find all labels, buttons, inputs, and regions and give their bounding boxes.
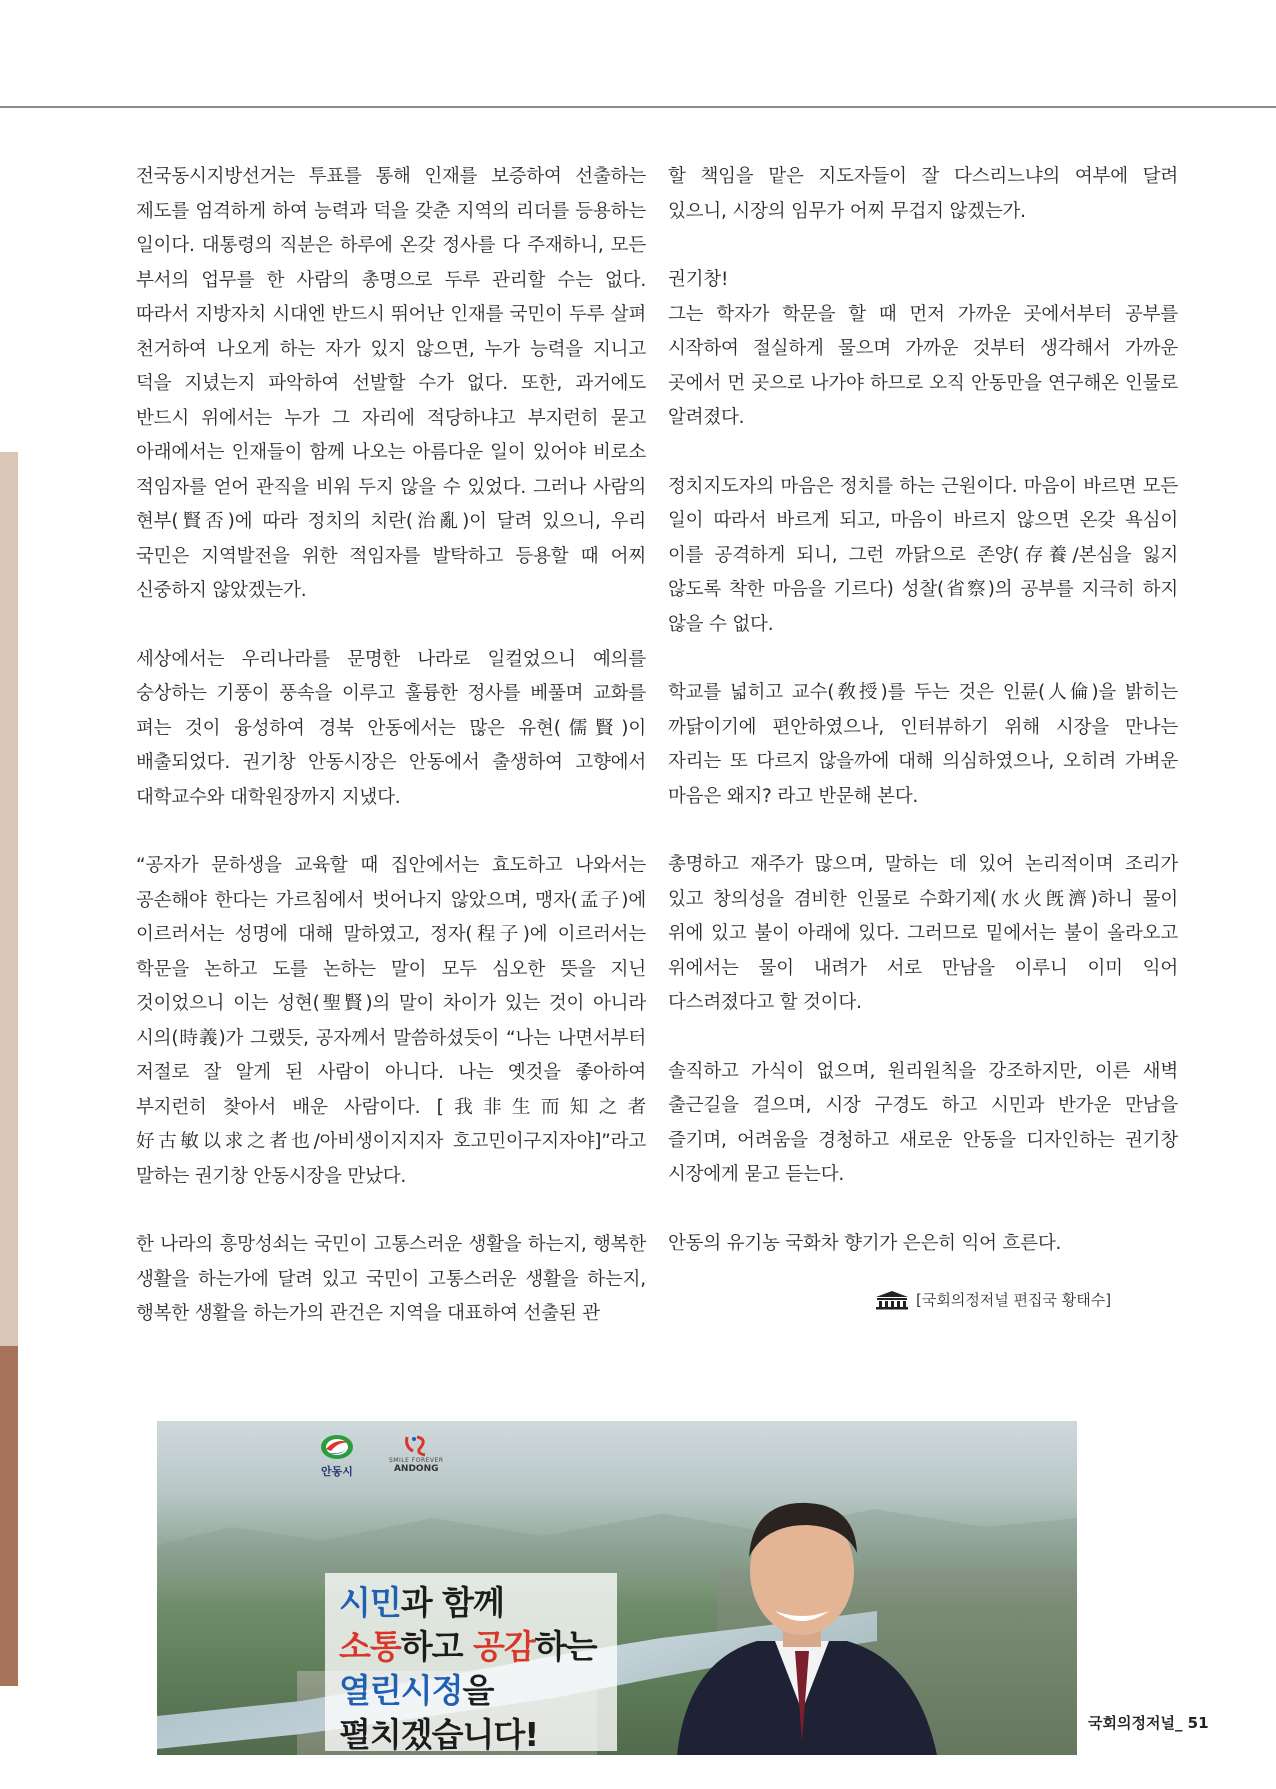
byline-text: [국회의정저널 편집국 황태수] — [916, 1291, 1112, 1309]
paragraph: 전국동시지방선거는 투표를 통해 인재를 보증하여 선출하는 제도를 엄격하게 하여 능력과 덕을 갖춘 지역의 리더를 등용하는 일이다. 대통령의 직분은 하루에 온갖 정사를 다 주재하니, 모든 부서의 업무를 한 사람의 총명으로 두루 관리할 수는 없다. 따라서 지방자치 시대엔 반드시 뛰어난 인재를 국민이 두루 살펴 천거하여 나오게 하는 자가 있지 않으면, 누가 능력을 지니고 덕을 지녔는지 파악하여 선발할 수가 없다. 또한, 과거에도 반드시 위에서는 누가 그 자리에 적당하냐고 부지런히 묻고 아래에서는 인재들이 함께 나오는 아름다운 일이 있어야 비로소 적임자를 얻어 관직을 비워 두지 않을 수 있었다. 그러나 사람의 현부(賢否)에 따라 정치의 치란(治亂)이 달려 있으니, 우리 국민은 지역발전을 위한 적임자를 발탁하고 등용할 때 어찌 신중하지 않았겠는가. — [136, 166, 646, 601]
byline — [874, 1290, 1111, 1310]
top-rule — [0, 106, 1276, 108]
paragraph: 총명하고 재주가 많으며, 말하는 데 있어 논리적이며 조리가 있고 창의성을 겸비한 인물로 수화기제(水火旣濟)하니 물이 위에 있고 불이 아래에 있다. 그러므로 밑에서는 불이 올라오고 위에서는 물이 내려가 서로 만남을 이루니 이미 익어 다스려졌다고 할 것이다. — [668, 854, 1178, 1013]
paragraph: 한 나라의 흥망성쇠는 국민이 고통스러운 생활을 하는지, 행복한 생활을 하는가에 달려 있고 국민이 고통스러운 생활을 하는지, 행복한 생활을 하는가의 관건은 지역을 대표하여 선출된 관 — [136, 1234, 646, 1324]
advertisement-banner — [157, 1421, 1077, 1755]
slogan-line-4: 펼치겠습니다! — [339, 1715, 539, 1754]
logo-subtext: SMILE FOREVER — [389, 1457, 444, 1464]
logo-text: ANDONG — [393, 1464, 439, 1474]
ad-slogan — [339, 1581, 597, 1755]
smile-forever-andong-logo — [389, 1433, 444, 1474]
paragraph: 안동의 유기농 국화차 향기가 은은히 익어 흐른다. — [668, 1232, 1062, 1254]
paragraph: 할 책임을 맡은 지도자들이 잘 다스리느냐의 여부에 달려 있으니, 시장의 임무가 어찌 무겁지 않겠는가. — [668, 166, 1178, 222]
paragraph: 정치지도자의 마음은 정치를 하는 근원이다. 마음이 바르면 모든 일이 따라서 바르게 되고, 마음이 바르지 않으면 온갖 욕심이 이를 공격하게 되니, 그런 까닭으로 존양(存養/본심을 잃지 않도록 착한 마음을 기르다) 성찰(省察)의 공부를 지극히 하지 않을 수 없다. — [668, 475, 1178, 635]
smile-andong-icon — [401, 1433, 431, 1457]
paragraph: 솔직하고 가식이 없으며, 원리원칙을 강조하지만, 이른 새벽 출근길을 걸으며, 시장 구경도 하고 시민과 반가운 만남을 즐기며, 어려움을 경청하고 새로운 안동을 디자인하는 권기창 시장에게 묻고 듣는다. — [668, 1060, 1178, 1185]
paragraph-name-heading: 권기창! — [668, 269, 729, 290]
building-columns-icon — [874, 1290, 910, 1310]
side-accent-bar-dark — [0, 1346, 18, 1686]
slogan-highlight: 열린시정 — [339, 1671, 463, 1710]
mayor-portrait — [657, 1461, 947, 1755]
slogan-line-1 — [339, 1581, 597, 1625]
slogan-highlight: 공감 — [473, 1627, 535, 1666]
slogan-text: 하는 — [534, 1627, 597, 1666]
andong-city-logo — [319, 1433, 355, 1479]
slogan-highlight: 시민 — [339, 1583, 401, 1622]
page-folio: 국회의정저널_ 51 — [1088, 1714, 1209, 1732]
paragraph: “공자가 문하생을 교육할 때 집안에서는 효도하고 나와서는 공손해야 한다는 가르침에서 벗어나지 않았으며, 맹자(孟子)에 이르러서는 성명에 대해 말하였고, 정자(程子)에 이르러서는 학문을 논하고 도를 논하는 말이 모두 심오한 뜻을 지닌 것이었으니 이는 성현(聖賢)의 말이 차이가 있는 것이 아니라 시의(時義)가 그랬듯, 공자께서 말씀하셨듯이 “나는 나면서부터 저절로 잘 알게 된 사람이 아니다. 나는 옛것을 좋아하여 부지런히 찾아서 배운 사람이다. [我非生而知之者 好古敏以求之者也/아비생이지지자 호고민이구지자야]”라고 말하는 권기창 안동시장을 만났다. — [136, 855, 646, 1187]
logo-text: 안동시 — [321, 1465, 353, 1478]
slogan-text: 하고 — [400, 1627, 474, 1666]
ad-logo-row — [319, 1433, 444, 1479]
paragraph: 학교를 넓히고 교수(敎授)를 두는 것은 인륜(人倫)을 밝히는 까닭이기에 편안하였으나, 인터뷰하기 위해 시장을 만나는 자리는 또 다르지 않을까에 대해 의심하였으나, 오히려 가벼운 마음은 왜지? 라고 반문해 본다. — [668, 682, 1178, 807]
article-column-left — [136, 160, 646, 1332]
side-accent-bar-light — [0, 452, 18, 1346]
slogan-line-3 — [339, 1669, 597, 1713]
article-column-right — [668, 160, 1178, 1261]
paragraph: 세상에서는 우리나라를 문명한 나라로 일컬었으니 예의를 숭상하는 기풍이 풍속을 이루고 훌륭한 정사를 베풀며 교화를 펴는 것이 융성하여 경북 안동에서는 많은 유현(儒賢)이 배출되었다. 권기창 안동시장은 안동에서 출생하여 고향에서 대학교수와 대학원장까지 지냈다. — [136, 648, 646, 808]
slogan-highlight: 소통 — [339, 1627, 401, 1666]
slogan-line-2 — [339, 1625, 597, 1669]
andong-emblem-icon — [319, 1433, 355, 1461]
paragraph: 그는 학자가 학문을 할 때 먼저 가까운 곳에서부터 공부를 시작하여 절실하게 물으며 가까운 것부터 생각해서 가까운 곳에서 먼 곳으로 나가야 하므로 오직 안동만을 연구해온 인물로 알려졌다. — [668, 303, 1178, 428]
slogan-text: 을 — [462, 1671, 494, 1710]
slogan-text: 과 함께 — [400, 1583, 504, 1622]
